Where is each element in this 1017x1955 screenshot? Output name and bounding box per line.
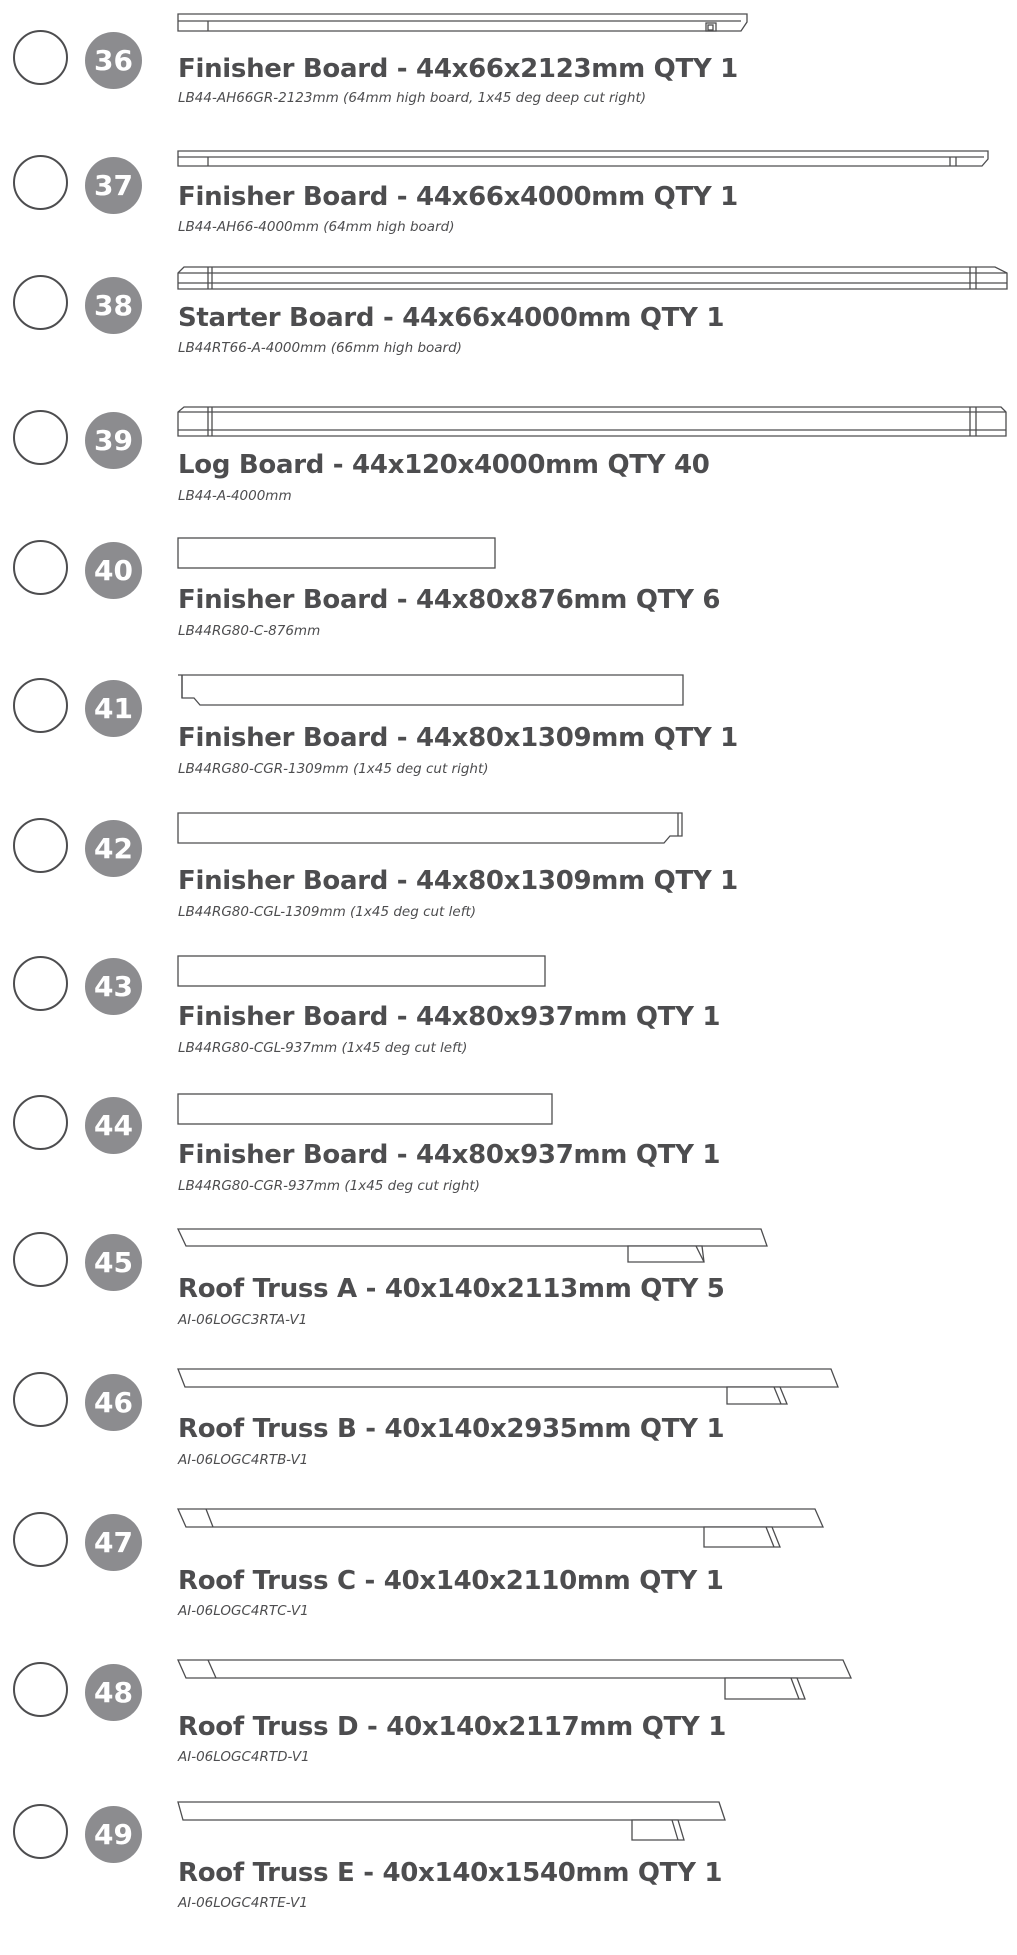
part-code: LB44RG80-CGR-1309mm (1x45 deg cut right): [178, 761, 489, 777]
part-item-41: [0, 668, 1017, 798]
part-item-38: [0, 265, 1017, 395]
part-title: Finisher Board - 44x80x1309mm QTY 1: [178, 866, 738, 896]
part-code: AI-06LOGC4RTB-V1: [178, 1452, 309, 1468]
part-number-badge: 42: [85, 820, 142, 877]
part-item-46: [0, 1362, 1017, 1492]
part-item-40: [0, 530, 1017, 660]
part-item-49: [0, 1794, 1017, 1924]
part-number-badge: 37: [85, 157, 142, 214]
part-item-39: [0, 400, 1017, 530]
part-number-badge: 40: [85, 542, 142, 599]
part-code: AI-06LOGC4RTE-V1: [178, 1895, 308, 1911]
part-title: Finisher Board - 44x66x2123mm QTY 1: [178, 54, 738, 84]
part-title: Roof Truss D - 40x140x2117mm QTY 1: [178, 1712, 727, 1742]
part-title: Log Board - 44x120x4000mm QTY 40: [178, 450, 710, 480]
part-number-badge: 47: [85, 1514, 142, 1571]
part-title: Starter Board - 44x66x4000mm QTY 1: [178, 303, 725, 333]
part-number-badge: 45: [85, 1234, 142, 1291]
part-code: LB44-AH66GR-2123mm (64mm high board, 1x45 deg deep cut right): [178, 90, 646, 106]
part-code: LB44RT66-A-4000mm (66mm high board): [178, 340, 462, 356]
part-title: Finisher Board - 44x80x937mm QTY 1: [178, 1002, 721, 1032]
part-item-43: [0, 946, 1017, 1076]
part-number-badge: 38: [85, 277, 142, 334]
part-number-badge: 46: [85, 1374, 142, 1431]
part-number-badge: 41: [85, 680, 142, 737]
part-number-badge: 39: [85, 412, 142, 469]
part-title: Finisher Board - 44x80x937mm QTY 1: [178, 1140, 721, 1170]
part-code: LB44-AH66-4000mm (64mm high board): [178, 219, 455, 235]
part-code: AI-06LOGC4RTC-V1: [178, 1603, 309, 1619]
part-title: Roof Truss B - 40x140x2935mm QTY 1: [178, 1414, 725, 1444]
part-number-badge: 49: [85, 1806, 142, 1863]
part-number-badge: 36: [85, 32, 142, 89]
part-item-37: [0, 145, 1017, 275]
part-code: LB44RG80-CGL-1309mm (1x45 deg cut left): [178, 904, 477, 920]
part-item-45: [0, 1222, 1017, 1352]
part-code: LB44-A-4000mm: [178, 488, 292, 504]
part-title: Roof Truss E - 40x140x1540mm QTY 1: [178, 1858, 723, 1888]
part-item-48: [0, 1652, 1017, 1782]
part-title: Roof Truss A - 40x140x2113mm QTY 5: [178, 1274, 725, 1304]
part-code: AI-06LOGC4RTD-V1: [178, 1749, 310, 1765]
part-code: LB44RG80-CGL-937mm (1x45 deg cut left): [178, 1040, 468, 1056]
part-item-42: [0, 808, 1017, 938]
part-code: LB44RG80-C-876mm: [178, 623, 321, 639]
part-code: LB44RG80-CGR-937mm (1x45 deg cut right): [178, 1178, 480, 1194]
part-drawing: [0, 20, 1017, 150]
part-title: Finisher Board - 44x80x1309mm QTY 1: [178, 723, 738, 753]
part-item-44: [0, 1085, 1017, 1215]
part-title: Finisher Board - 44x80x876mm QTY 6: [178, 585, 721, 615]
part-code: AI-06LOGC3RTA-V1: [178, 1312, 308, 1328]
part-number-badge: 43: [85, 958, 142, 1015]
part-item-36: [0, 20, 1017, 150]
part-item-47: [0, 1502, 1017, 1632]
part-title: Finisher Board - 44x66x4000mm QTY 1: [178, 182, 738, 212]
part-title: Roof Truss C - 40x140x2110mm QTY 1: [178, 1566, 724, 1596]
part-number-badge: 48: [85, 1664, 142, 1721]
part-number-badge: 44: [85, 1097, 142, 1154]
